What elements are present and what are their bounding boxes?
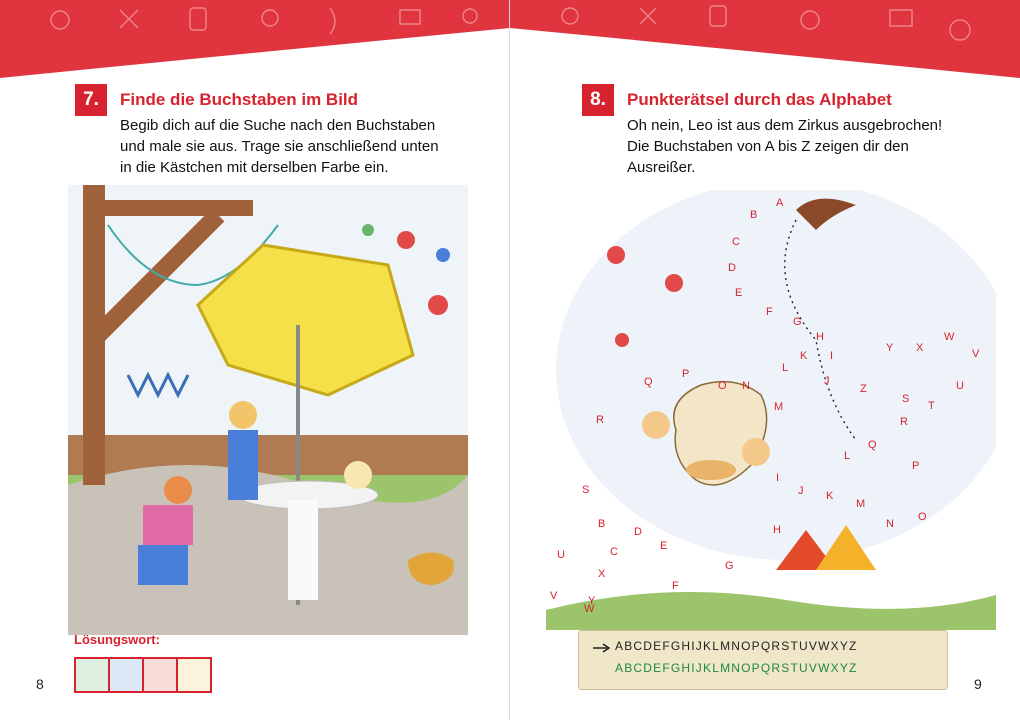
instruction-line: und male sie aus. Trage sie anschließend unten bbox=[120, 138, 439, 155]
dot-letter: E bbox=[660, 540, 668, 552]
dot-letter: W bbox=[584, 603, 595, 615]
dot-letter: K bbox=[826, 490, 834, 502]
dot-letter: M bbox=[856, 498, 866, 510]
dot-letter: S bbox=[902, 393, 910, 405]
dot-letter: R bbox=[900, 416, 908, 428]
dot-letter: S bbox=[582, 484, 590, 496]
dot-letter: I bbox=[830, 350, 834, 362]
dot-letter: Q bbox=[644, 376, 653, 388]
dot-letter: O bbox=[918, 511, 927, 523]
dot-letter: M bbox=[774, 401, 784, 413]
dot-letter: P bbox=[682, 368, 690, 380]
dot-letter: F bbox=[672, 580, 679, 592]
dot-letter: I bbox=[776, 472, 780, 484]
alphabet-ruler bbox=[578, 630, 948, 690]
solution-box-1[interactable] bbox=[74, 657, 108, 693]
dot-letter: K bbox=[800, 350, 808, 362]
solution-box-4[interactable] bbox=[176, 657, 212, 693]
alphabet-row-top: ABCDEFGHIJKLMNOPQRSTUVWXYZ bbox=[615, 639, 858, 653]
instruction-line: Ausreißer. bbox=[627, 159, 696, 176]
right-page bbox=[510, 0, 1020, 720]
dot-letter: T bbox=[928, 400, 935, 412]
instruction-line: Begib dich auf die Suche nach den Buchstaben bbox=[120, 117, 436, 134]
task-instructions bbox=[120, 115, 480, 178]
dot-letter: Z bbox=[860, 383, 867, 395]
dot-letter: Q bbox=[868, 439, 877, 451]
instruction-line: in die Kästchen mit derselben Farbe ein. bbox=[120, 159, 389, 176]
dot-letter: E bbox=[735, 287, 743, 299]
solution-box-3[interactable] bbox=[142, 657, 176, 693]
dot-letter: G bbox=[793, 316, 802, 328]
dot-letter: B bbox=[598, 518, 606, 530]
task-title: Punkterätsel durch das Alphabet bbox=[627, 90, 892, 109]
dot-letter: H bbox=[773, 524, 781, 536]
dot-letter: A bbox=[776, 197, 784, 209]
solution-box-2[interactable] bbox=[108, 657, 142, 693]
dot-letter: O bbox=[718, 380, 727, 392]
dot-letter: C bbox=[610, 546, 618, 558]
task-instructions bbox=[627, 115, 987, 178]
dot-letter: G bbox=[725, 560, 734, 572]
dot-letter: R bbox=[596, 414, 604, 426]
dot-letter: C bbox=[732, 236, 740, 248]
task-title: Finde die Buchstaben im Bild bbox=[120, 90, 359, 109]
dot-letter: X bbox=[916, 342, 924, 354]
dot-letter: X bbox=[598, 568, 606, 580]
instruction-line: Die Buchstaben von A bis Z zeigen dir den bbox=[627, 138, 909, 155]
dot-letter: F bbox=[766, 306, 773, 318]
dot-letter: H bbox=[816, 331, 824, 343]
dot-letter: J bbox=[798, 485, 804, 497]
dot-letter: P bbox=[912, 460, 920, 472]
dot-letter: N bbox=[886, 518, 894, 530]
garden-party-illustration bbox=[68, 185, 468, 635]
dot-letter: U bbox=[956, 380, 964, 392]
dot-letter: W bbox=[944, 331, 955, 343]
instruction-line: Oh nein, Leo ist aus dem Zirkus ausgebrochen! bbox=[627, 117, 943, 134]
alphabet-row-bottom: ABCDEFGHIJKLMNOPQRSTUVWXYZ bbox=[615, 661, 858, 675]
dot-letter: V bbox=[972, 348, 980, 360]
task-number: 7. bbox=[75, 84, 107, 116]
header-banner bbox=[0, 0, 510, 80]
dot-letter: D bbox=[634, 526, 642, 538]
task-number: 8. bbox=[582, 84, 614, 116]
dot-letter: J bbox=[824, 375, 830, 387]
dot-letter: V bbox=[550, 590, 558, 602]
page-number: 9 bbox=[974, 676, 982, 692]
solution-boxes bbox=[74, 657, 212, 693]
dot-letter: D bbox=[728, 262, 736, 274]
solution-label: Lösungswort: bbox=[74, 632, 160, 647]
dot-letter: N bbox=[742, 380, 750, 392]
header-banner bbox=[510, 0, 1020, 80]
page-number: 8 bbox=[36, 676, 44, 692]
dot-letter: L bbox=[782, 362, 789, 374]
dot-letter: Y bbox=[588, 595, 596, 607]
arrow-icon bbox=[593, 643, 611, 653]
dot-letter: U bbox=[557, 549, 565, 561]
dot-letter: B bbox=[750, 209, 758, 221]
dot-letter: L bbox=[844, 450, 851, 462]
dot-letter: Y bbox=[886, 342, 894, 354]
